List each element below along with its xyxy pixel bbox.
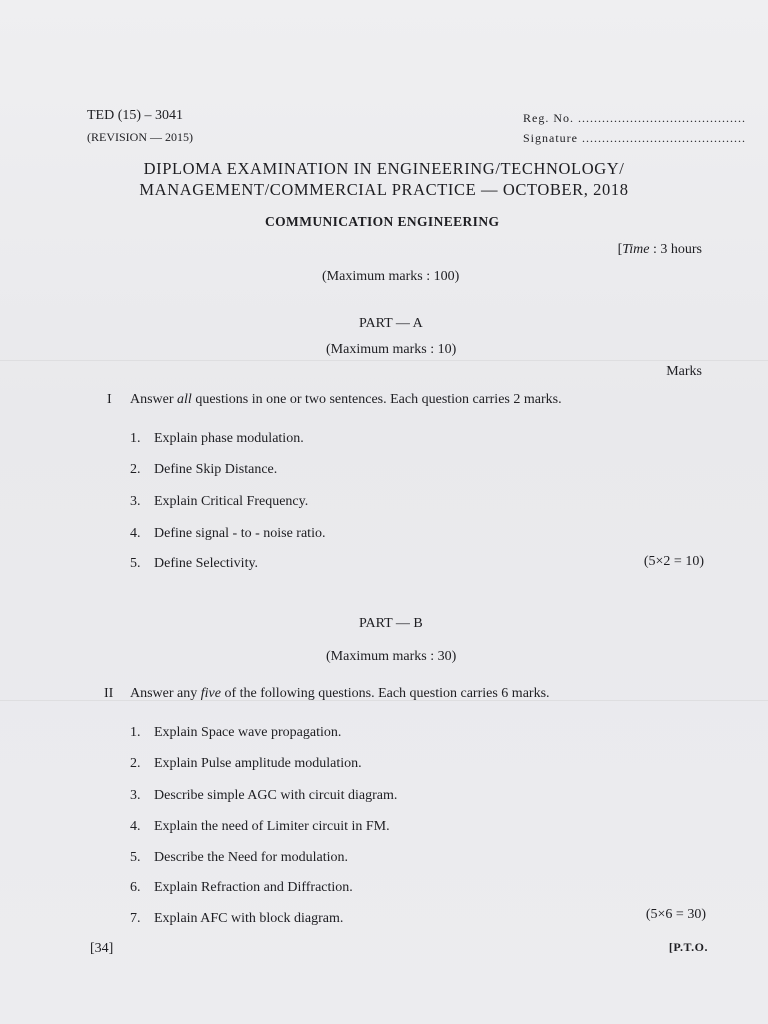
question-number: 3. [130,494,141,509]
question-text: Explain Pulse amplitude modulation. [154,756,362,771]
section-number: II [104,686,114,701]
question-text: Explain Refraction and Diffraction. [154,880,353,895]
part-a-heading: PART — A [359,316,423,331]
signature-field: Signature ......................................... [523,131,746,145]
question-number: 4. [130,819,141,834]
question-text: Explain Space wave propagation. [154,725,342,740]
part-a-max-marks: (Maximum marks : 10) [326,342,457,357]
part-b-total-marks: (5×6 = 30) [645,907,706,922]
part-b-heading: PART — B [359,616,423,631]
instruction-text: Answer any [130,686,201,701]
question-item [130,788,397,804]
revision-label: (REVISION — 2015) [87,130,193,144]
instruction-text: Answer [130,392,178,407]
question-item [130,431,304,447]
question-item [130,819,390,835]
question-item [130,526,325,542]
question-text: Define signal - to - noise ratio. [154,526,326,541]
question-text: Explain Critical Frequency. [154,494,309,509]
question-item [130,911,343,927]
section-number: I [107,392,112,407]
question-number: 4. [130,526,141,541]
question-text: Explain the need of Limiter circuit in FM. [154,819,390,834]
max-marks-total: (Maximum marks : 100) [322,269,460,284]
question-number: 7. [130,911,141,926]
question-number: 1. [130,725,141,740]
part-b-max-marks: (Maximum marks : 30) [326,649,457,664]
page-code: [34] [90,941,114,956]
question-number: 2. [130,756,141,771]
part-a-instruction [130,392,562,408]
question-text: Define Skip Distance. [154,462,278,477]
please-turn-over: [P.T.O. [668,940,708,954]
time-value: : 3 hours [649,242,702,257]
question-number: 5. [130,850,141,865]
exam-code: TED (15) – 3041 [87,108,184,123]
instruction-text: questions in one or two sentences. Each question carries 2 marks. [191,392,562,407]
question-item [130,850,348,866]
question-item [130,725,341,741]
question-number: 2. [130,462,141,477]
subject-title: COMMUNICATION ENGINEERING [265,214,500,229]
question-text: Describe the Need for modulation. [154,850,348,865]
question-item [130,880,353,896]
marks-column-label: Marks [666,364,702,379]
question-number: 6. [130,880,141,895]
reg-no-field: Reg. No. .......................................... [523,111,746,125]
question-text: Define Selectivity. [154,556,259,571]
part-a-total-marks: (5×2 = 10) [643,554,704,569]
paper-fold [0,360,768,361]
question-item [130,756,362,772]
instruction-emphasis: all [177,392,192,407]
question-text: Describe simple AGC with circuit diagram. [154,788,398,803]
instruction-emphasis: five [200,686,221,701]
instruction-text: of the following questions. Each question carries 6 marks. [220,686,550,701]
exam-title-line1: DIPLOMA EXAMINATION IN ENGINEERING/TECHNOLOGY/ [143,159,625,178]
question-number: 5. [130,556,141,571]
time-bracket: [ [617,242,623,257]
question-text: Explain phase modulation. [154,431,304,446]
question-text: Explain AFC with block diagram. [154,911,344,926]
time-label: Time [622,242,650,257]
question-number: 3. [130,788,141,803]
question-item [130,556,258,572]
question-item [130,494,308,510]
question-number: 1. [130,431,141,446]
time-allowed [618,242,702,258]
exam-title-line2: MANAGEMENT/COMMERCIAL PRACTICE — OCTOBER, 2018 [139,180,629,199]
question-item [130,462,277,478]
part-b-instruction [130,686,550,702]
